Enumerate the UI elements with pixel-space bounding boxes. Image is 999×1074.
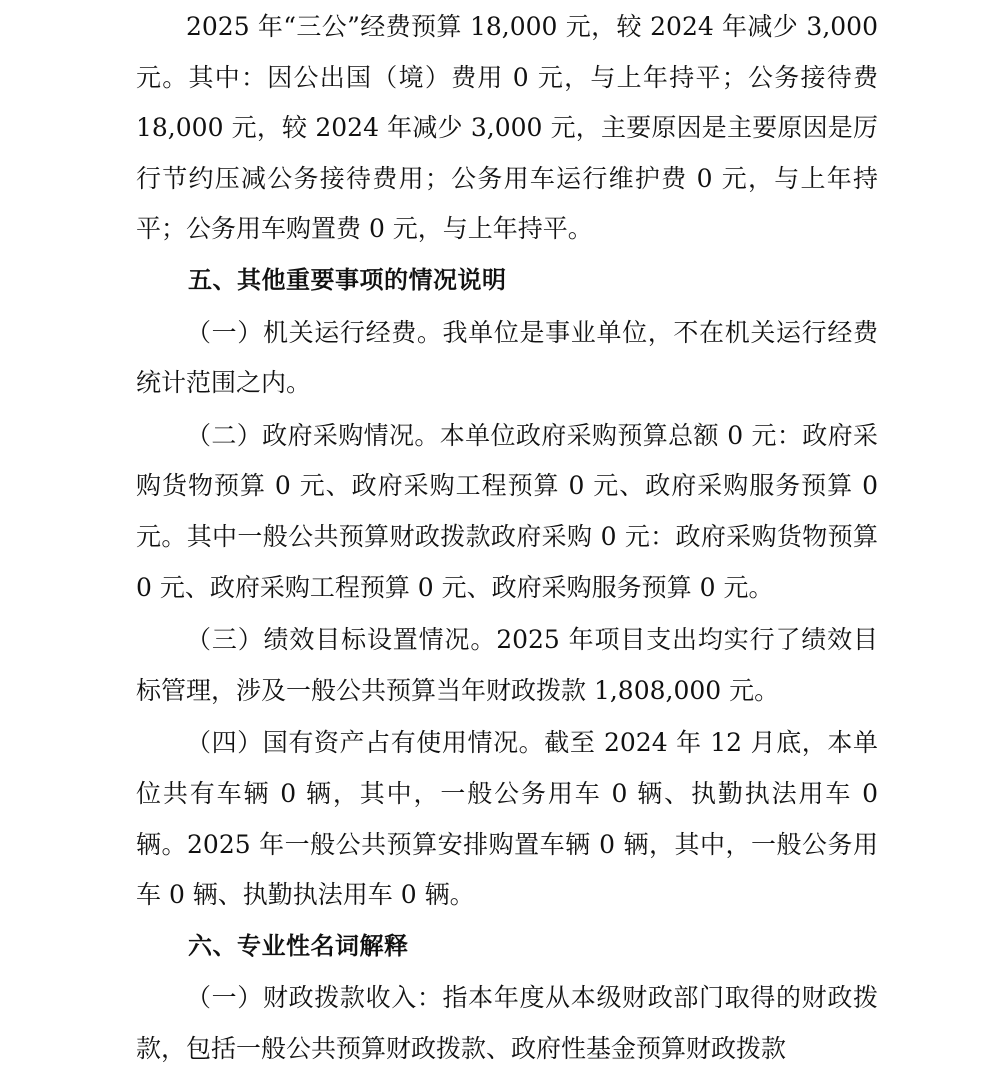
item-2-body: 本单位政府采购预算总额 0 元：政府采购货物预算 0 元、政府采购工程预算 0 元、政府采购服务预算 0 元。其中一般公共预算财政拨款政府采购 0 元：政府采购货物预算 0 元、政府采购工程预算 0 元、政府采购服务预算 0 元。 [136, 420, 878, 602]
item-1-body: 我单位是事业单位，不在机关运行经费统计范围之内。 [136, 317, 878, 398]
paragraph-sangong-budget [136, 0, 878, 255]
item-1-lead: （一）机关运行经费。 [186, 317, 443, 347]
item-2-lead: （二）政府采购情况。 [186, 420, 440, 450]
item-3-lead: （三）绩效目标设置情况。 [186, 625, 497, 655]
paragraph-item-1 [136, 306, 878, 409]
item-4-body: 截至 2024 年 12 月底，本单位共有车辆 0 辆，其中，一般公务用车 0 辆、执勤执法用车 0 辆。2025 年一般公共预算安排购置车辆 0 辆，其中，一般公务用车 0 辆、执勤执法用车 0 辆。 [136, 728, 878, 910]
section-heading-6: 六、专业性名词解释 [188, 931, 409, 960]
term-1-lead: （一）财政拨款收入： [186, 983, 443, 1013]
document-page [136, 0, 878, 1074]
item-3-body: 2025 年项目支出均实行了绩效目标管理，涉及一般公共预算当年财政拨款 1,808,000 元。 [136, 625, 878, 705]
paragraph-item-3 [136, 613, 878, 716]
paragraph-item-4 [136, 716, 878, 920]
sangong-text: 2025 年“三公”经费预算 18,000 元，较 2024 年减少 3,000 元。其中：因公出国（境）费用 0 元，与上年持平；公务接待费 18,000 元，较 2024 年减少 3,000 元，主要原因是主要原因是厉行节约压减公务接待费用；公务用车运行维护费 0 元，与上年持平；公务用车购置费 0 元，与上年持平。 [136, 12, 878, 244]
paragraph-item-2 [136, 409, 878, 613]
paragraph-term-1 [136, 971, 878, 1074]
term-1-body: 指本年度从本级财政部门取得的财政拨款，包括一般公共预算财政拨款、政府性基金预算财政拨款 [136, 983, 878, 1063]
item-4-lead: （四）国有资产占有使用情况。 [186, 728, 545, 758]
section-heading-5: 五、其他重要事项的情况说明 [188, 265, 507, 294]
